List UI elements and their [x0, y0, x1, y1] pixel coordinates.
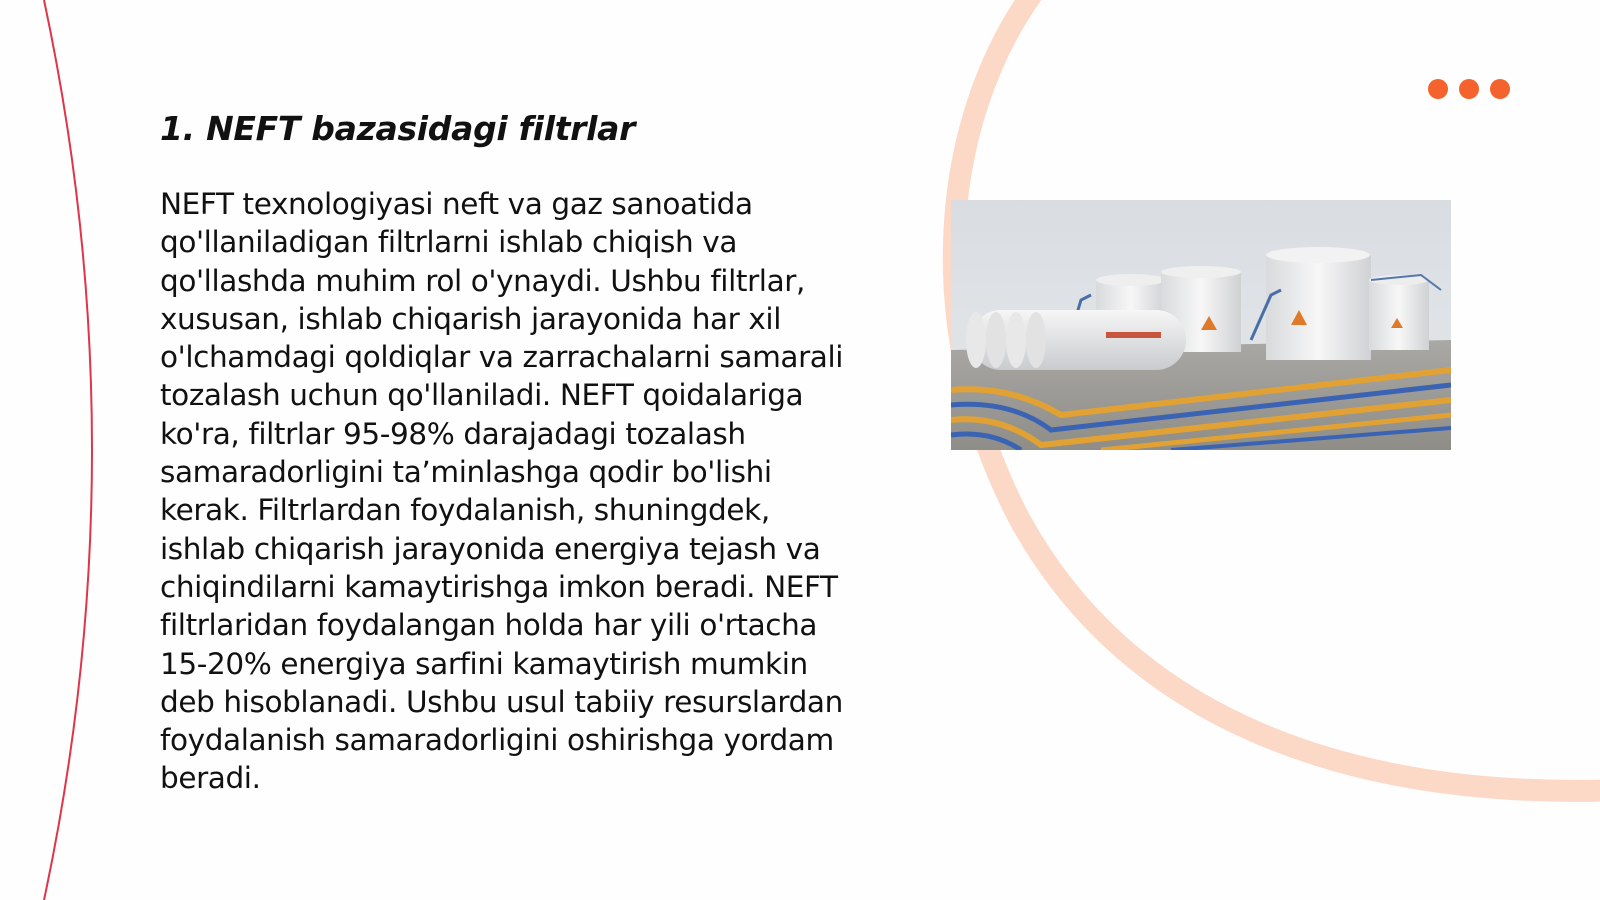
- more-dots-icon: [1428, 79, 1510, 99]
- slide-body-text: NEFT texnologiyasi neft va gaz sanoatida qo'llaniladigan filtrlarni ishlab chiqish va qo'llashda muhim rol o'ynaydi. Ushbu filtrlar, xususan, ishlab chiqarish jarayonida har xil o'lchamdagi qoldiqlar va zarrachalarni samarali tozalash uchun qo'llaniladi. NEFT qoidalariga ko'ra, filtrlar 95-98% darajadagi tozalash samaradorligini ta’minlashga qodir bo'lishi kerak. Filtrlardan foydalanish, shuningdek, ishlab chiqarish jarayonida energiya tejash va chiqindilarni kamaytirishga imkon beradi. NEFT filtrlaridan foydalangan holda har yili o'rtacha 15-20% energiya sarfini kamaytirish mumkin deb hisoblanadi. Ushbu usul tabiiy resurslardan foydalanish samaradorligini oshirishga yordam beradi.: [160, 187, 844, 796]
- oil-tanks-photo: [951, 200, 1451, 450]
- left-curve-line: [44, 0, 92, 900]
- dot-1: [1428, 79, 1448, 99]
- dot-2: [1459, 79, 1479, 99]
- slide-title: 1. NEFT bazasidagi filtrlar: [160, 109, 636, 148]
- dot-3: [1490, 79, 1510, 99]
